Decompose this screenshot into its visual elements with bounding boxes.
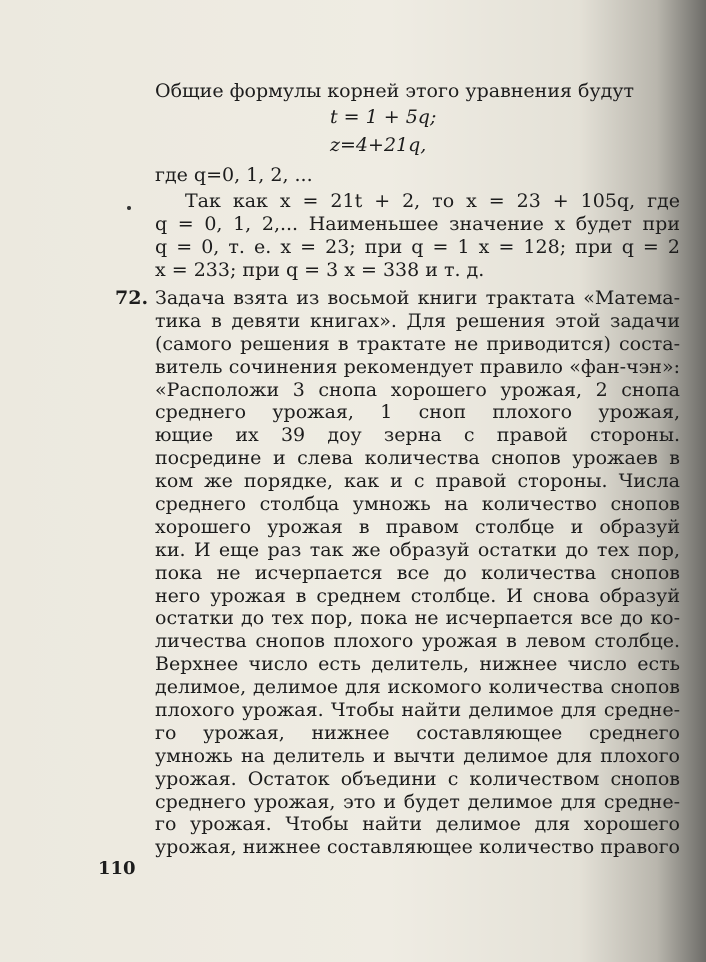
paragraph-line: хорошего урожая в правом столбце и образуй	[155, 515, 680, 538]
paragraph-line: плохого урожая. Чтобы найти делимое для средне-	[155, 699, 680, 722]
paragraph-line: остатки до тех пор, пока не исчерпается все до ко-	[155, 607, 680, 630]
paragraph-line: пока не исчерпается все до количества снопов	[155, 561, 680, 584]
paragraph-line: витель сочинения рекомендует правило «фан-чэн»:	[155, 355, 680, 378]
paragraph-line: посредине и слева количества снопов урожаев в	[155, 447, 680, 470]
paragraph-line: «Расположи 3 снопа хорошего урожая, 2 снопа	[155, 378, 680, 401]
page-number: 110	[98, 858, 136, 879]
paragraph-line: урожая, нижнее составляющее количество правого	[155, 836, 680, 859]
paragraph-line: Задача взята из восьмой книги трактата «Матема-	[155, 287, 680, 309]
paragraph-line: q = 0, т. е. x = 23; при q = 1 x = 128; при q = 2	[155, 236, 680, 258]
paragraph-line: го урожая, нижнее составляющее среднего	[155, 721, 680, 744]
paragraph-line: тика в девяти книгах». Для решения этой задачи	[155, 309, 680, 332]
formula-t: t = 1 + 5q;	[330, 106, 437, 128]
paragraph-line: Верхнее число есть делитель, нижнее число есть	[155, 653, 680, 676]
paragraph-line: урожая. Остаток объедини с количеством снопов	[155, 767, 680, 790]
intro-line: Общие формулы корней этого уравнения будут	[155, 80, 635, 102]
where-line: где q=0, 1, 2, ...	[155, 164, 313, 186]
paragraph-line: личества снопов плохого урожая в левом столбце.	[155, 630, 680, 653]
paragraph-line: среднего столбца умножь на количество снопов	[155, 493, 680, 516]
paragraph-line: Так как x = 21t + 2, то x = 23 + 105q, где	[185, 190, 680, 212]
paragraph-line: ющие их 39 доу зерна с правой стороны.	[155, 424, 680, 447]
paragraph-line: делимое, делимое для искомого количества снопов	[155, 676, 680, 699]
paragraph-line: среднего урожая, 1 сноп плохого урожая,	[155, 401, 680, 424]
problem-number: 72.	[115, 287, 149, 309]
bullet-dot	[127, 206, 131, 210]
paragraph-line: (самого решения в трактате не приводится) соста-	[155, 332, 680, 355]
paragraph-solution	[155, 190, 680, 282]
paragraph-line: него урожая в среднем столбце. И снова образуй	[155, 584, 680, 607]
paragraph-problem-72	[155, 287, 680, 859]
paragraph-line: го урожая. Чтобы найти делимое для хорошего	[155, 813, 680, 836]
paragraph-line: среднего урожая, это и будет делимое для средне-	[155, 790, 680, 813]
paragraph-line: q = 0, 1, 2,... Наименьшее значение x будет при	[155, 213, 680, 235]
paragraph-line: x = 233; при q = 3 x = 338 и т. д.	[155, 259, 485, 281]
formula-z: z=4+21q,	[330, 134, 427, 156]
paragraph-line: умножь на делитель и вычти делимое для плохого	[155, 744, 680, 767]
paragraph-line: ком же порядке, как и с правой стороны. Числа	[155, 470, 680, 493]
paragraph-line: ки. И еще раз так же образуй остатки до тех пор,	[155, 538, 680, 561]
